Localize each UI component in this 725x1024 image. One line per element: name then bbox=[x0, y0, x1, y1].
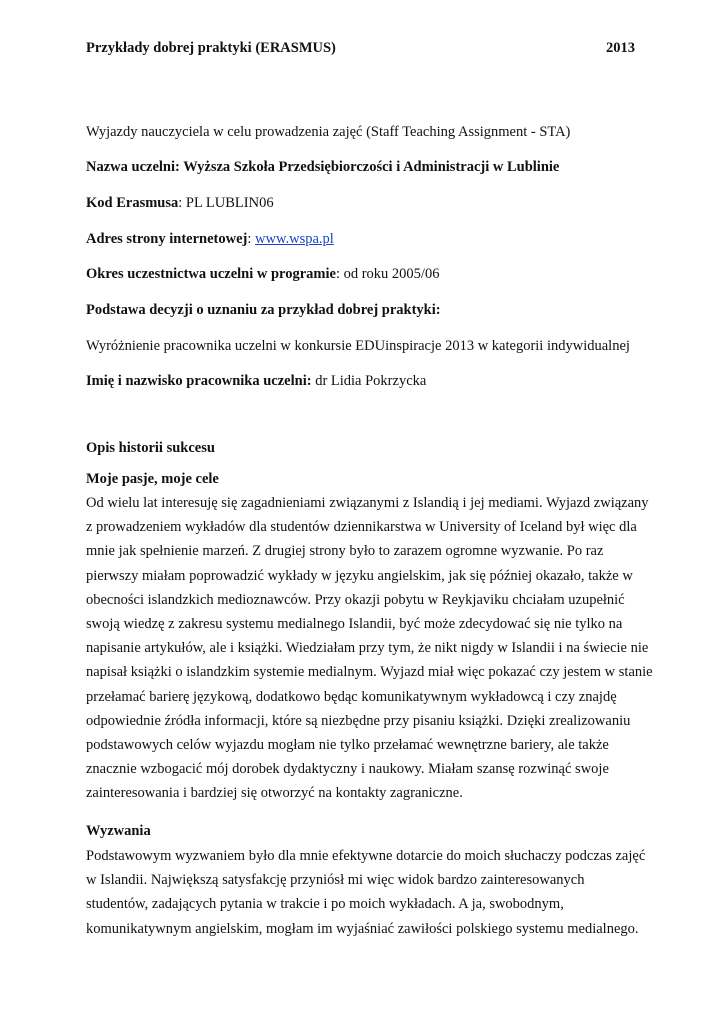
basis-heading: Podstawa decyzji o uznaniu za przykład dobrej praktyki: bbox=[86, 302, 441, 318]
body-line: przełamać barierę językową, dodatkowo będąc komunikatywnym wykładowcą i czy znajdę bbox=[86, 688, 617, 705]
website-line bbox=[86, 231, 334, 248]
page-header bbox=[86, 40, 635, 57]
section1-body bbox=[86, 491, 653, 806]
section2-title: Wyzwania bbox=[86, 823, 151, 839]
section1-title: Moje pasje, moje cele bbox=[86, 471, 219, 487]
body-line: Od wielu lat interesuję się zagadnieniami związanymi z Islandią i jej mediami. Wyjazd związany bbox=[86, 495, 649, 511]
body-line: z prowadzeniem wykładów dla studentów dziennikarstwa w University of Iceland był więc dla bbox=[86, 519, 637, 536]
code-value: : PL LUBLIN06 bbox=[178, 195, 274, 211]
body-line: obecności islandzkich medioznawców. Przy okazji pobytu w Reykjaviku chciałam uzupełnić bbox=[86, 591, 625, 608]
body-line: zainteresowania i bardziej się otworzyć na kontakty zagraniczne. bbox=[86, 785, 463, 802]
website-label: Adres strony internetowej bbox=[86, 231, 248, 247]
body-line: Podstawowym wyzwaniem było dla mnie efektywne dotarcie do moich słuchaczy podczas zajęć bbox=[86, 848, 646, 864]
program-line: Wyjazdy nauczyciela w celu prowadzenia zajęć (Staff Teaching Assignment - STA) bbox=[86, 124, 571, 140]
header-year: 2013 bbox=[606, 40, 635, 56]
story-heading: Opis historii sukcesu bbox=[86, 440, 215, 456]
university-line: Nazwa uczelni: Wyższa Szkoła Przedsiębiorczości i Administracji w Lublinie bbox=[86, 159, 560, 175]
header-title: Przykłady dobrej praktyki (ERASMUS) bbox=[86, 40, 336, 56]
body-line: odpowiednie źródła informacji, które są niezbędne przy pisaniu książki. Dzięki zrealizowaniu bbox=[86, 712, 631, 729]
website-sep: : bbox=[247, 231, 256, 247]
body-line: komunikatywnym angielskim, mogłam im wyjaśniać zawiłości polskiego systemu medialnego. bbox=[86, 920, 639, 937]
basis-value: Wyróżnienie pracownika uczelni w konkursie EDUinspiracje 2013 w kategorii indywidualnej bbox=[86, 338, 630, 354]
period-line bbox=[86, 266, 439, 283]
body-line: podstawowych celów wyjazdu mogłam nie tylko przełamać wewnętrzne bariery, ale także bbox=[86, 737, 609, 754]
employee-line bbox=[86, 373, 426, 390]
body-line: swoją wiedzę z zakresu systemu medialnego Islandii, być może zdecydować się nie tylko na bbox=[86, 616, 623, 633]
body-line: w Islandii. Największą satysfakcję przyniósł mi więc widok bardzo zainteresowanych bbox=[86, 872, 585, 889]
website-link[interactable]: www.wspa.pl bbox=[255, 231, 334, 247]
body-line: znacznie wzbogacić mój dorobek dydaktyczny i naukowy. Miałam szansę rozwinąć swoje bbox=[86, 761, 609, 778]
code-label: Kod Erasmusa bbox=[86, 195, 179, 211]
body-line: studentów, zadających pytania w trakcie i po moich wykładach. A ja, swobodnym, bbox=[86, 896, 564, 913]
body-line: napisał książki o islandzkim systemie medialnym. Wyjazd miał więc pokazać czy jestem w stanie bbox=[86, 664, 653, 681]
body-line: mnie jak spełnienie marzeń. Z drugiej strony było to zarazem ogromne wyzwanie. Po raz bbox=[86, 543, 604, 560]
body-line: napisanie artykułów, ale i książki. Wiedziałam przy tym, że nikt nigdy w Islandii i na świecie nie bbox=[86, 640, 649, 657]
erasmus-code-line bbox=[86, 195, 274, 212]
section2-body bbox=[86, 844, 646, 941]
period-value: : od roku 2005/06 bbox=[335, 266, 440, 282]
body-line: pierwszy miałam poprowadzić wykłady w języku angielskim, jak się później okazało, także w bbox=[86, 567, 633, 584]
period-label: Okres uczestnictwa uczelni w programie bbox=[86, 266, 336, 282]
employee-label: Imię i nazwisko pracownika uczelni: bbox=[86, 373, 312, 389]
employee-value: dr Lidia Pokrzycka bbox=[311, 373, 427, 389]
